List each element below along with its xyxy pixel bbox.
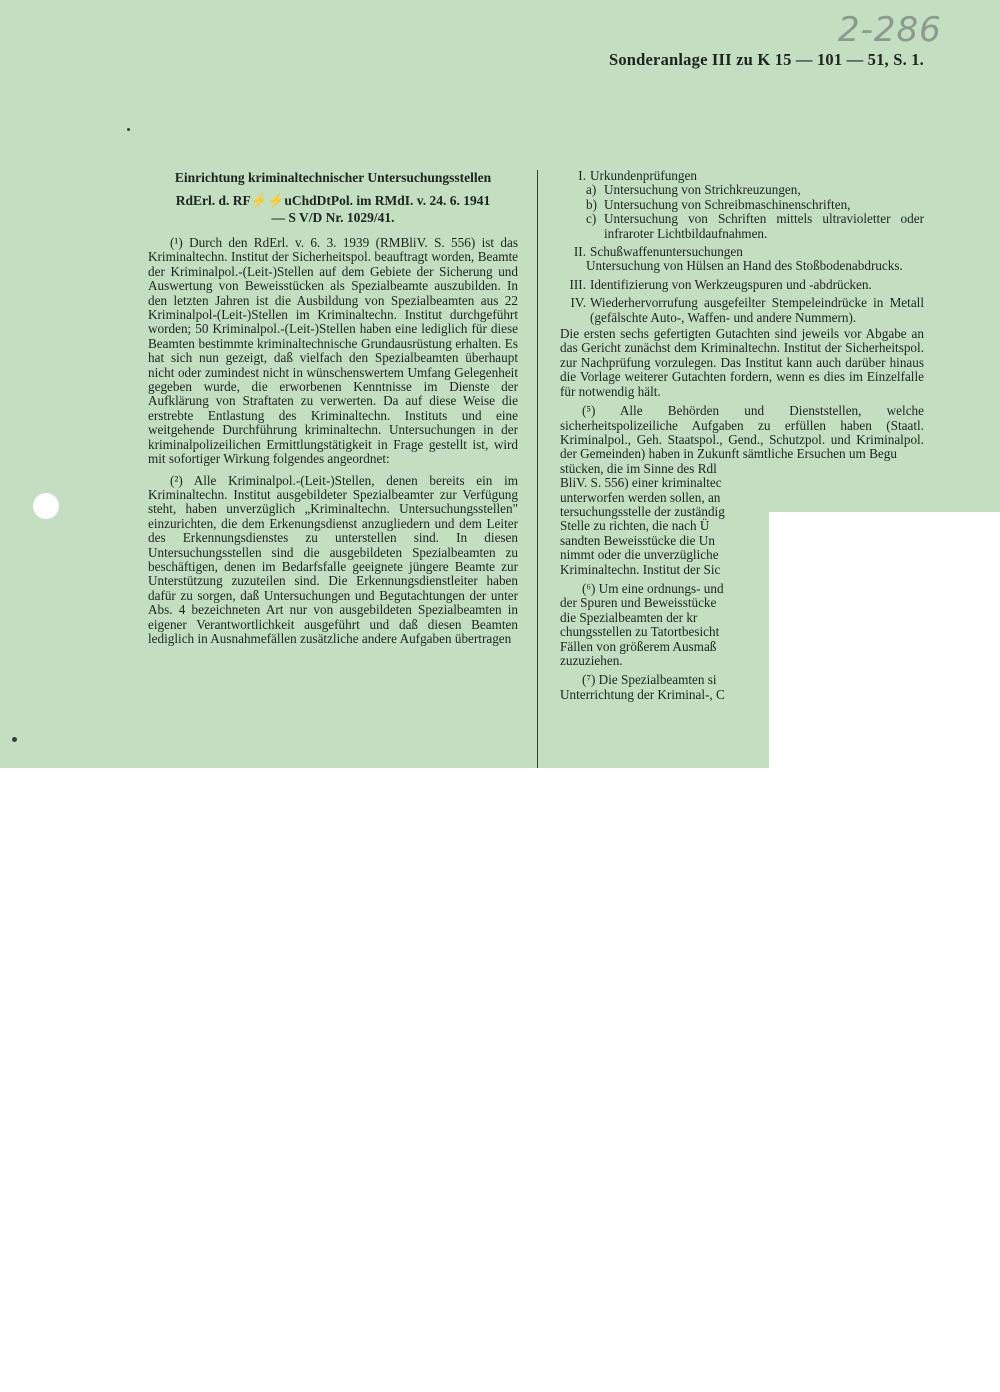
text-line: (⁷) Die Spezialbeamten si: [582, 672, 717, 688]
column-divider: [537, 170, 538, 768]
text-line: tersuchungsstelle der zuständig: [560, 503, 725, 519]
text-line: zuzuziehen.: [560, 653, 623, 668]
paragraph-gutachten: Die ersten sechs gefertigten Gutachten sind jeweils vor Abgabe an das Gericht zunächst dem Kriminaltechn. Institut der Sicherheitspol. zur Nachprüfung vorzulegen. Das Institut kann auch darüber hinaus die Vorlage weiterer Gutachten fordern, wenn es dies im Einzelfalle für notwendig hält.: [560, 326, 924, 399]
attachment-reference: Sonderanlage III zu K 15 — 101 — 51, S. 1.: [608, 50, 924, 69]
text-line: unterworfen werden sollen, an: [560, 489, 721, 505]
list-item-urkunden: I. Urkundenprüfungen: [578, 168, 697, 183]
ink-speck: [127, 128, 130, 131]
list-item-schusswaffen: II. Schußwaffenuntersuchungen: [573, 244, 743, 260]
text-line: chungsstellen zu Tatortbesicht: [560, 624, 720, 640]
text-line: nimmt oder die unverzügliche: [560, 547, 719, 563]
sub-item-c: c) Untersuchung von Schriften mittels ultravioletter oder infraroter Lichtbildaufnahmen.: [586, 211, 924, 241]
paragraph-5: (⁵) Alle Behörden und Dienststellen, welche sicherheitspolizeiliche Aufgaben zu erfüllen haben (Staatl. Kriminalpol., Geh. Staatspol., Gend., Schutzpol. und Kriminalpol. der Gemeinden) haben in Zukunft sämtliche Ersuchen um Begu: [560, 403, 924, 462]
scan-blank-patch: [769, 512, 1000, 768]
list-item-werkzeugspuren: III. Identifizierung von Werkzeugspuren und -abdrücken.: [569, 276, 872, 292]
sub-item-b: b) Untersuchung von Schreibmaschinenschriften,: [586, 196, 851, 212]
decree-reference-line: RdErl. d. RF⚡⚡uChdDtPol. im RMdI. v. 24. 6. 1941: [175, 193, 491, 208]
handwritten-archive-number: 2-286: [838, 10, 942, 50]
decree-number: — S V/D Nr. 1029/41.: [271, 210, 395, 225]
sub-item-a: a) Untersuchung von Strichkreuzungen,: [586, 182, 801, 198]
punch-hole: [33, 493, 59, 519]
text-line: Kriminaltechn. Institut der Sic: [560, 561, 721, 577]
text-line: Stelle zu richten, die nach Ü: [560, 518, 710, 534]
decree-title: Einrichtung kriminaltechnischer Untersuchungsstellen: [174, 170, 492, 185]
paragraph-1: (¹) Durch den RdErl. v. 6. 3. 1939 (RMBliV. S. 556) ist das Kriminaltechn. Institut der Sicherheitspol. beauftragt worden, Beamte der Kriminalpol.-(Leit-)Stellen auf dem Gebiete der Sicherung und Auswertung von Beweisstücken als Spezialbeamte auszubilden. In den letzten Jahren ist die Ausbildung von Spezialbeamten aus 22 Kriminalpol-(Leit-)Stellen im Kriminaltechn. Institut durchgeführt worden; 50 Kriminalpol.-(Leit-)Stellen haben eine lediglich für diese Beamten bestimmte kriminaltechnische Grundausrüstung erhalten. Es hat sich nun gezeigt, daß vielfach den Spezialbeamten überhaupt nicht oder zumindest nicht in wünschenswertem Umfang Gelegenheit gegeben wurde, die erworbenen Kenntnisse im Dienste der Aufklärung von Straftaten zu verwerten. Da auf diese Weise die erstrebte Entlastung des Kriminaltechn. Instituts und eine weitgehende Durchführung kriminaltechn. Untersuchungen in der kriminalpolizeilichen Ermittlungstätigkeit in Frage gestellt ist, wird mit sofortiger Wirkung folgendes angeordnet:: [148, 235, 518, 467]
paragraph-2: (²) Alle Kriminalpol.-(Leit-)Stellen, denen bereits ein im Kriminaltechn. Institut ausgebildeter Spezialbeamter zur Verfügung steht, haben unverzüglich „Kriminaltechn. Untersuchungsstellen" einzurichten, die dem Erkenungsdienst anzugliedern und dem Leiter des Erkennungsdienstes zu unterstellen sind. In diesen Untersuchungsstellen sind die ausgebildeten Spezialbeamten zu beschäftigen, denen im Bedarfsfalle geeignete jüngere Beamte zur Unterstützung zuzuteilen sind. Die Erkennungsdienstleiter haben dafür zu sorgen, daß Untersuchungen und Begutachtungen der unter Abs. 4 bezeichneten Art nur von ausgebildeten Spezialbeamten in eigener Verantwortlichkeit ausgeführt und daß diesen Beamten lediglich in Ausnahmefällen zusätzliche andere Aufgaben übertragen: [148, 472, 518, 646]
list-item-schusswaffen-detail: Untersuchung von Hülsen an Hand des Stoßbodenabdrucks.: [586, 258, 903, 274]
ink-speck: [12, 737, 17, 742]
text-line: (⁶) Um eine ordnungs- und: [582, 580, 724, 596]
text-line: Fällen von größerem Ausmaß: [560, 638, 717, 654]
left-column: [148, 169, 518, 646]
text-line: die Spezialbeamten der kr: [560, 609, 698, 625]
text-line: Unterrichtung der Kriminal-, C: [560, 686, 725, 702]
list-item-stempeleindruecke: IV. Wiederhervorrufung ausgefeilter Stempeleindrücke in Metall (gefälschte Auto-, Waffen- und andere Nummern).: [570, 295, 924, 325]
text-line: der Spuren und Beweisstücke: [560, 595, 717, 611]
text-line: BliV. S. 556) einer kriminaltec: [560, 475, 722, 491]
text-line: sandten Beweisstücke die Un: [560, 532, 715, 548]
text-line: stücken, die im Sinne des Rdl: [560, 460, 717, 476]
